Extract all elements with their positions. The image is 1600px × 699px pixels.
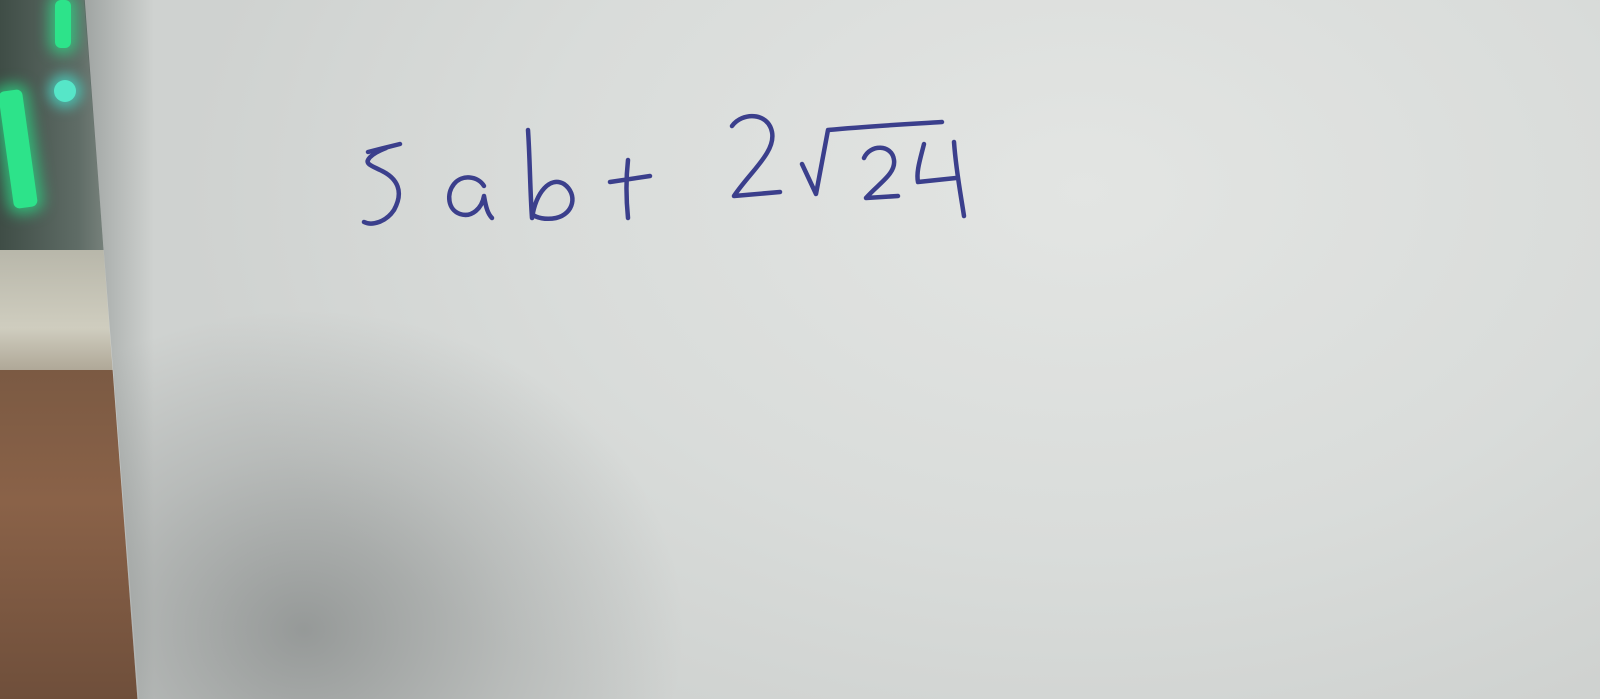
glyph-4: [917, 144, 956, 182]
cyan-led-dot: [54, 80, 76, 102]
glyph-plus-horizontal: [610, 176, 650, 182]
glyph-2-under-radical: [864, 148, 898, 198]
glyph-2: [732, 116, 780, 196]
green-led-light-top: [55, 0, 71, 48]
glyph-b: [528, 130, 572, 219]
glyph-a: [449, 177, 492, 218]
glyph-plus-vertical: [627, 160, 629, 218]
expression-ink: [350, 60, 1010, 260]
handwritten-expression: [350, 60, 1010, 260]
glyph-5: [364, 148, 399, 224]
